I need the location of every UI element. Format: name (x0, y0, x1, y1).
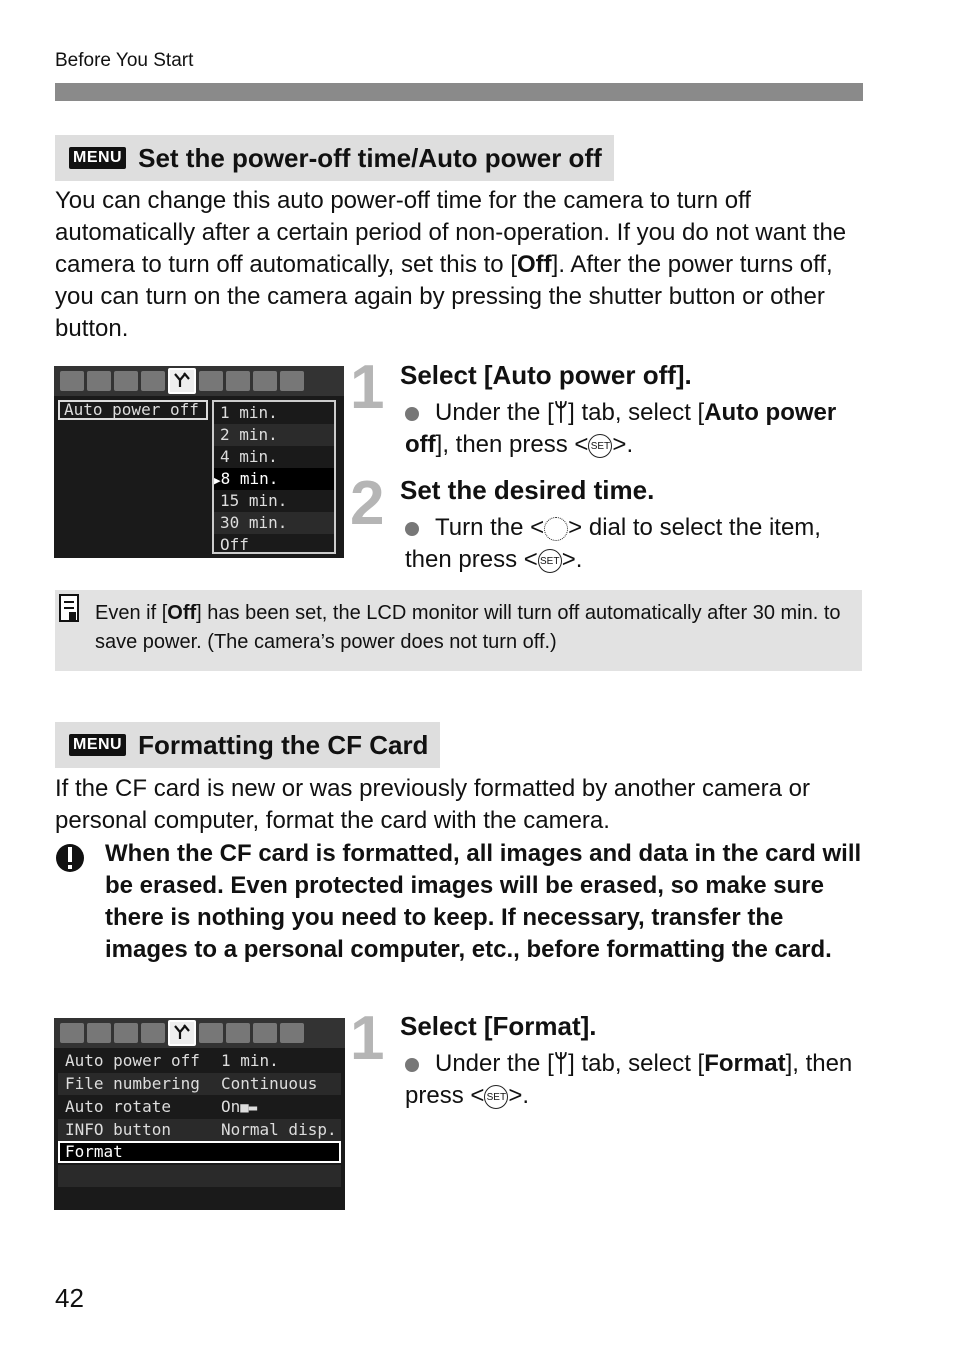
menu-row[interactable]: Auto rotate On■▬ (65, 1097, 258, 1116)
setup-icon: ᛘ (553, 399, 569, 426)
option-item[interactable]: 15 min. (220, 491, 288, 510)
note-icon (59, 594, 79, 624)
camera-monitor-icon: ■▬ (240, 1100, 258, 1116)
caution-text: When the CF card is formatted, all images and data in the card will be erased. Even protected images will be erased, so make sure there is nothing you need to keep. If necessary, transfer the images to a personal computer, etc., before formatting the card. (105, 840, 862, 963)
step-number: 1 (350, 1004, 385, 1073)
setup-tab-icon (226, 371, 250, 391)
option-list (212, 400, 336, 554)
setup-tab-icon (199, 371, 223, 391)
note-box (55, 590, 862, 671)
menu-row[interactable]: INFO button Normal disp. (58, 1119, 341, 1141)
option-item-selected[interactable]: ▶8 min. (214, 469, 279, 488)
my-menu-tab-icon (280, 1023, 304, 1043)
playback-tab-icon (141, 371, 165, 391)
playback-tab-icon (114, 1023, 138, 1043)
menu-row[interactable]: File numbering Continuous (58, 1073, 341, 1095)
setup-tab-icon (168, 1020, 196, 1046)
setup-icon: ᛘ (553, 1050, 569, 1077)
section-title: Formatting the CF Card (138, 729, 429, 760)
bullet-icon (405, 522, 419, 536)
shooting-tab-icon (60, 371, 84, 391)
note-text: Even if [Off] has been set, the LCD monitor will turn off automatically after 30 min. to save power. (The camera’s power does not turn off.) (95, 602, 841, 653)
step-instruction: Turn the < > dial to select the item, then press < SET>. (405, 514, 821, 573)
intro-paragraph: If the CF card is new or was previously formatted by another camera or personal computer, format the card with the camera. (55, 775, 810, 834)
step-instruction: Under the [ᛘ] tab, select [Format], then press < SET>. (405, 1050, 853, 1109)
menu-row[interactable]: Auto power off 1 min. (65, 1051, 279, 1070)
step-title: Select [Auto power off]. (400, 360, 692, 390)
shooting-tab-icon (87, 371, 111, 391)
menu-item-auto-power-off[interactable]: Auto power off (58, 400, 208, 420)
section-title: Set the power-off time/Auto power off (138, 142, 602, 173)
quick-control-dial-icon (544, 517, 568, 541)
set-button-icon: SET (484, 1085, 508, 1109)
bullet-icon (405, 407, 419, 421)
step-number: 2 (350, 469, 385, 538)
option-item[interactable]: 2 min. (220, 425, 278, 444)
lcd-screen-auto-power-off (54, 366, 344, 558)
playback-tab-icon (114, 371, 138, 391)
set-button-icon: SET (588, 434, 612, 458)
step-title: Select [Format]. (400, 1011, 597, 1041)
playback-tab-icon (141, 1023, 165, 1043)
header-bar (55, 83, 863, 101)
setup-tab-icon (226, 1023, 250, 1043)
caution-icon (55, 843, 85, 873)
option-item[interactable]: 1 min. (220, 403, 278, 422)
camera-tab-icon (253, 371, 277, 391)
camera-tab-icon (253, 1023, 277, 1043)
menu-icon: MENU (69, 147, 126, 169)
step-title: Set the desired time. (400, 475, 655, 505)
step-instruction: Under the [ᛘ] tab, select [Auto power off], then press < SET>. (405, 399, 837, 458)
setup-tab-icon (199, 1023, 223, 1043)
shooting-tab-icon (60, 1023, 84, 1043)
intro-paragraph: You can change this auto power-off time for the camera to turn off automatically after a certain period of non-operation. If you do not want the camera to turn off automatically, set this to [Off]. After the power turns off, you can turn on the camera again by pressing the shutter button or other button. (55, 187, 847, 342)
step-number: 1 (350, 353, 385, 422)
option-item[interactable]: 4 min. (220, 447, 278, 466)
my-menu-tab-icon (280, 371, 304, 391)
setup-tab-icon (168, 368, 196, 394)
shooting-tab-icon (87, 1023, 111, 1043)
menu-row-format-selected[interactable]: Format (58, 1141, 341, 1163)
menu-icon: MENU (69, 734, 126, 756)
bullet-icon (405, 1058, 419, 1072)
running-head: Before You Start (55, 50, 194, 71)
page-number: 42 (55, 1283, 84, 1313)
section-heading-power-off (55, 135, 614, 181)
section-heading-formatting (55, 722, 440, 768)
lcd-screen-format (54, 1018, 345, 1210)
option-item[interactable]: 30 min. (220, 513, 288, 532)
menu-tabs (54, 366, 344, 396)
option-item[interactable]: Off (220, 535, 249, 554)
menu-tabs (54, 1018, 345, 1048)
set-button-icon: SET (538, 549, 562, 573)
